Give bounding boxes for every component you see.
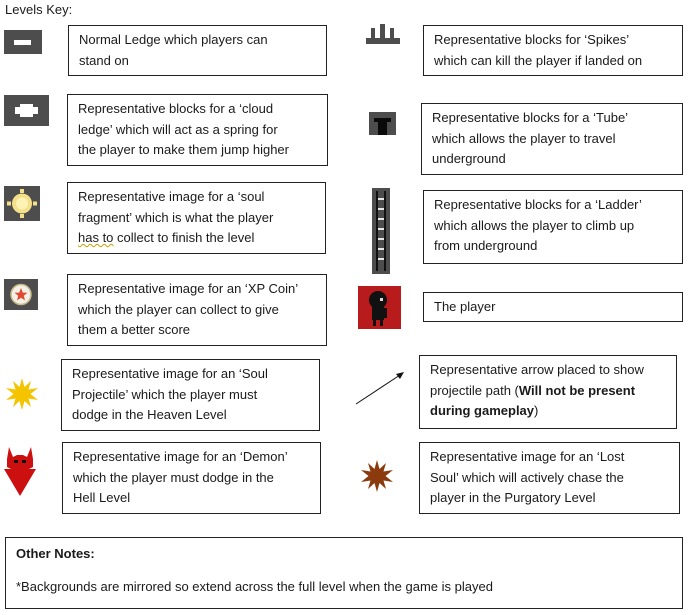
key-box-ladder: Representative blocks for a ‘Ladder’ which allows the player to climb up from underground: [423, 190, 683, 264]
levels-key-title: Levels Key:: [5, 2, 73, 17]
ladder-icon: [372, 188, 390, 274]
key-box-spikes: Representative blocks for ‘Spikes’ which can kill the player if landed on: [423, 25, 683, 76]
other-notes-text: *Backgrounds are mirrored so extend across the full level when the game is played: [16, 578, 493, 594]
key-box-tube: Representative blocks for a ‘Tube’ which allows the player to travel underground: [421, 103, 683, 175]
tube-icon: [369, 112, 396, 135]
key-box-xp-coin: Representative image for an ‘XP Coin’ which the player can collect to give them a better score: [67, 274, 327, 346]
key-box-soul-fragment: Representative image for a ‘soul fragment’ which is what the player has to collect to finish the level: [67, 182, 326, 254]
key-box-arrow: Representative arrow placed to show projectile path (Will not be present during gameplay): [419, 355, 677, 429]
normal-ledge-icon: [4, 30, 42, 54]
demon-icon: [3, 445, 37, 497]
key-box-normal-ledge: Normal Ledge which players can stand on: [68, 25, 327, 76]
cloud-ledge-icon: [4, 95, 49, 126]
spikes-icon: [366, 24, 400, 44]
other-notes-box: [5, 537, 683, 609]
key-box-lost-soul: Representative image for an ‘Lost Soul’ which will actively chase the player in the Purgatory Level: [419, 442, 680, 514]
key-box-cloud-ledge: Representative blocks for a ‘cloud ledge’ which will act as a spring for the player to make them jump higher: [67, 94, 328, 166]
soul-fragment-icon: [4, 186, 40, 221]
soul-fragment-tail: collect to finish the level: [113, 230, 255, 245]
key-box-soul-projectile: Representative image for an ‘Soul Projectile’ which the player must dodge in the Heaven Level: [61, 359, 320, 431]
key-box-demon: Representative image for an ‘Demon’ which the player must dodge in the Hell Level: [62, 442, 321, 514]
other-notes-title: Other Notes:: [16, 546, 95, 561]
lost-soul-icon: [360, 459, 394, 493]
xp-coin-icon: [4, 279, 38, 310]
spelling-underline: has to: [78, 230, 114, 245]
key-box-player: The player: [423, 292, 683, 322]
player-icon: [358, 286, 401, 329]
soul-projectile-icon: [5, 377, 39, 411]
arrow-icon: [354, 370, 406, 406]
